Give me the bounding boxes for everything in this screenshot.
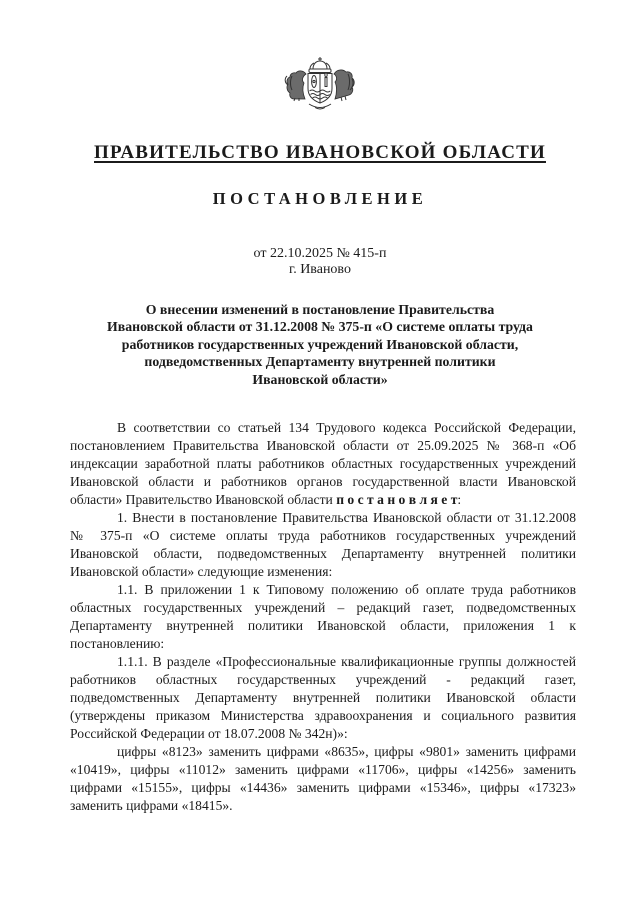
title-line: О внесении изменений в постановление Правительства [145,301,495,317]
paragraph-item-1: 1. Внести в постановление Правительства Ивановской области от 31.12.2008 № 375-п «О системе оплаты труда работников государственных учреждений Ивановской области, подведомственных Департаменту внутренней политики Ивановской области» следующие изменения: [70,510,576,580]
paragraph-preamble [70,419,576,509]
preamble-tail: : [457,492,462,508]
paragraph-figures: цифры «8123» заменить цифрами «8635», цифры «9801» заменить цифрами «10419», цифры «11012» заменить цифрами «11706», цифры «14256» заменить цифрами «15155», цифры «14436» заменить цифрами «15346», цифры «17323» заменить цифрами «18415». [70,744,576,814]
document-body [70,419,576,815]
document-title [75,301,565,389]
doc-type-heading: ПОСТАНОВЛЕНИЕ [212,188,428,208]
paragraph-item-1-1-1: 1.1.1. В разделе «Профессиональные квалификационные группы должностей работников областных государственных учреждений - редакций газет, подведомственных Департаменту внутренней политики Ивановской области (утверждены приказом Министерства здравоохранения и социального развития Российской Федерации от 18.07.2008 № 342н)»: [70,654,576,742]
paragraph-item-1-1: 1.1. В приложении 1 к Типовому положению об оплате труда работников областных государственных учреждений – редакций газет, подведомственных Департаменту внутренней политики Ивановской области, приложения 1 к постановлению: [70,582,576,652]
ivanovo-coat-of-arms-graphic [279,56,361,122]
title-line: работников государственных учреждений Ивановской области, [121,336,519,352]
title-line: Ивановской области от 31.12.2008 № 375-п «О системе оплаты труда [107,319,533,335]
title-line: Ивановской области» [252,371,388,387]
org-name-text: ПРАВИТЕЛЬСТВО ИВАНОВСКОЙ ОБЛАСТИ [94,142,546,163]
preamble-text: В соответствии со статьей 134 Трудового кодекса Российской Федерации, постановлением Правительства Ивановской области от 25.09.2025 № 368-п «Об индексации заработной платы работников областных государственных учреждений Ивановской области и работников органов государственной власти Ивановской области» Правительство Ивановской области [70,420,576,508]
date-number-line: от 22.10.2025 № 415-п [253,245,387,261]
city-line: г. Иваново [289,261,351,277]
org-name [30,142,610,164]
coat-of-arms-icon [279,56,361,122]
title-line: подведомственных Департаменту внутренней политики [144,354,496,370]
decree-word: п о с т а н о в л я е т [336,492,458,508]
